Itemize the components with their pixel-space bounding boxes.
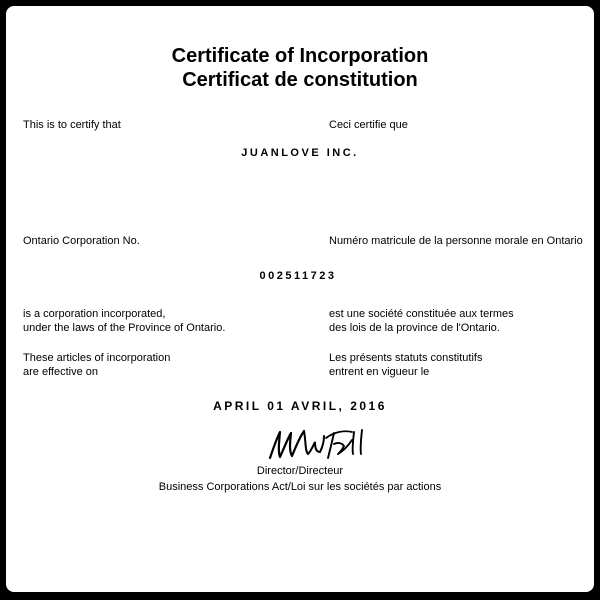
title-french: Certificat de constitution	[182, 69, 418, 91]
effective-text-en-line1: These articles of incorporation	[23, 352, 171, 364]
corporation-number: 002511723	[259, 270, 337, 282]
certify-text-en: This is to certify that	[23, 119, 121, 131]
company-name: JUANLOVE INC.	[241, 147, 359, 159]
effective-text-en-line2: are effective on	[23, 366, 99, 378]
effective-text-fr-line1: Les présents statuts constitutifs	[329, 352, 483, 364]
act-name: Business Corporations Act/Loi sur les sociétés par actions	[158, 481, 442, 493]
corp-number-label-en: Ontario Corporation No.	[23, 235, 140, 247]
title-english: Certificate of Incorporation	[171, 45, 429, 67]
director-signature	[264, 424, 384, 466]
certify-text-fr: Ceci certifie que	[329, 119, 408, 131]
effective-date: APRIL 01 AVRIL, 2016	[213, 399, 387, 413]
incorporated-text-fr-line2: des lois de la province de l'Ontario.	[329, 322, 500, 334]
incorporated-text-en-line1: is a corporation incorporated,	[23, 308, 166, 320]
incorporated-text-fr-line1: est une société constituée aux termes	[329, 308, 514, 320]
effective-text-fr-line2: entrent en vigueur le	[329, 366, 430, 378]
director-title: Director/Directeur	[256, 465, 344, 477]
certificate-page	[6, 6, 594, 592]
corp-number-label-fr: Numéro matricule de la personne morale en Ontario	[329, 235, 583, 247]
incorporated-text-en-line2: under the laws of the Province of Ontario.	[23, 322, 226, 334]
